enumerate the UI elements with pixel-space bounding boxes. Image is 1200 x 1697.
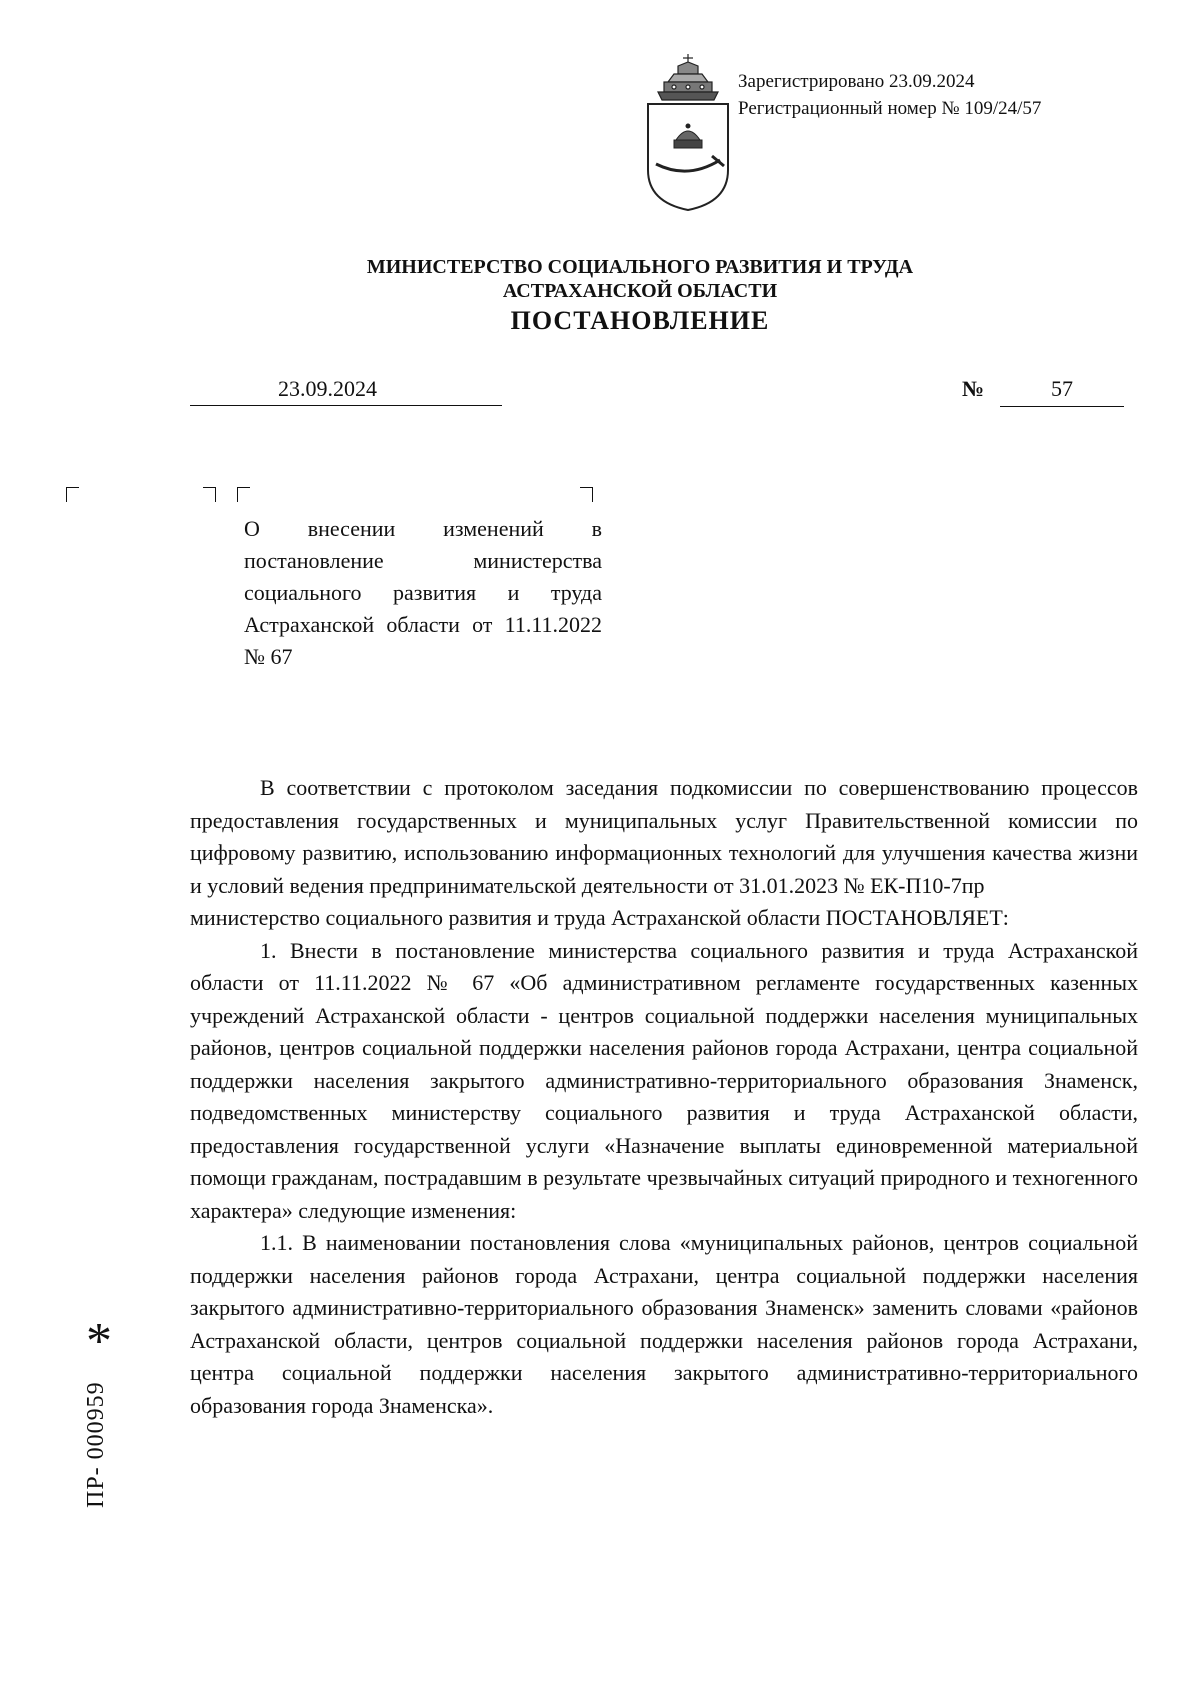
corner-mark [66, 487, 79, 502]
registration-date: Зарегистрировано 23.09.2024 [738, 71, 975, 92]
number-label: № [962, 376, 985, 401]
document-type: ПОСТАНОВЛЕНИЕ [510, 306, 770, 335]
coat-of-arms-icon [642, 52, 734, 212]
corner-mark [203, 487, 216, 502]
paragraph-item-1-1: 1.1. В наименовании постановления слова «муниципальных районов, центров социальной поддержки населения районов города Астрахани, центра социальной поддержки населения закрытого административно-территориального образования Знаменск» заменить словами «районов Астраханской области, центров социальной поддержки населения районов города Астрахани, центра социальной поддержки населения закрытого административно-территориального образования города Знаменска». [190, 1230, 1138, 1418]
ministry-name-line2: АСТРАХАНСКОЙ ОБЛАСТИ [502, 280, 778, 302]
paragraph-resolves: министерство социального развития и труда Астраханской области ПОСТАНОВЛЯЕТ: [190, 905, 1009, 930]
margin-document-code: ПР- 000959 [83, 1381, 109, 1508]
corner-mark [580, 487, 593, 502]
document-body [190, 772, 1138, 1422]
registration-number: Регистрационный номер № 109/24/57 [738, 98, 1042, 119]
ministry-name-line1: МИНИСТЕРСТВО СОЦИАЛЬНОГО РАЗВИТИЯ И ТРУДА [366, 256, 914, 278]
document-subject: О внесении изменений в постановление министерства социального развития и труда Астраханской области от 11.11.2022 № 67 [244, 516, 602, 669]
document-number: 57 [1000, 376, 1124, 407]
registration-stamp [738, 68, 1041, 122]
paragraph-preamble: В соответствии с протоколом заседания подкомиссии по совершенствованию процессов предоставления государственных и муниципальных услуг Правительственной комиссии по цифровому развитию, использованию информационных технологий для улучшения качества жизни и условий ведения предпринимательской деятельности от 31.01.2023 № ЕК-П10-7пр [190, 775, 1138, 898]
document-date: 23.09.2024 [190, 376, 502, 406]
corner-mark [237, 487, 250, 502]
paragraph-item-1: 1. Внести в постановление министерства социального развития и труда Астраханской области от 11.11.2022 № 67 «Об административном регламенте государственных казенных учреждений Астраханской области - центров социальной поддержки населения муниципальных районов, центров социальной поддержки населения районов города Астрахани, центра социальной поддержки населения закрытого административно-территориального образования Знаменск, подведомственных министерству социального развития и труда Астраханской области, предоставления государственной услуги «Назначение выплаты единовременной материальной помощи гражданам, пострадавшим в результате чрезвычайных ситуаций природного и техногенного характера» следующие изменения: [190, 937, 1138, 1223]
margin-asterisk: * [86, 1313, 112, 1370]
